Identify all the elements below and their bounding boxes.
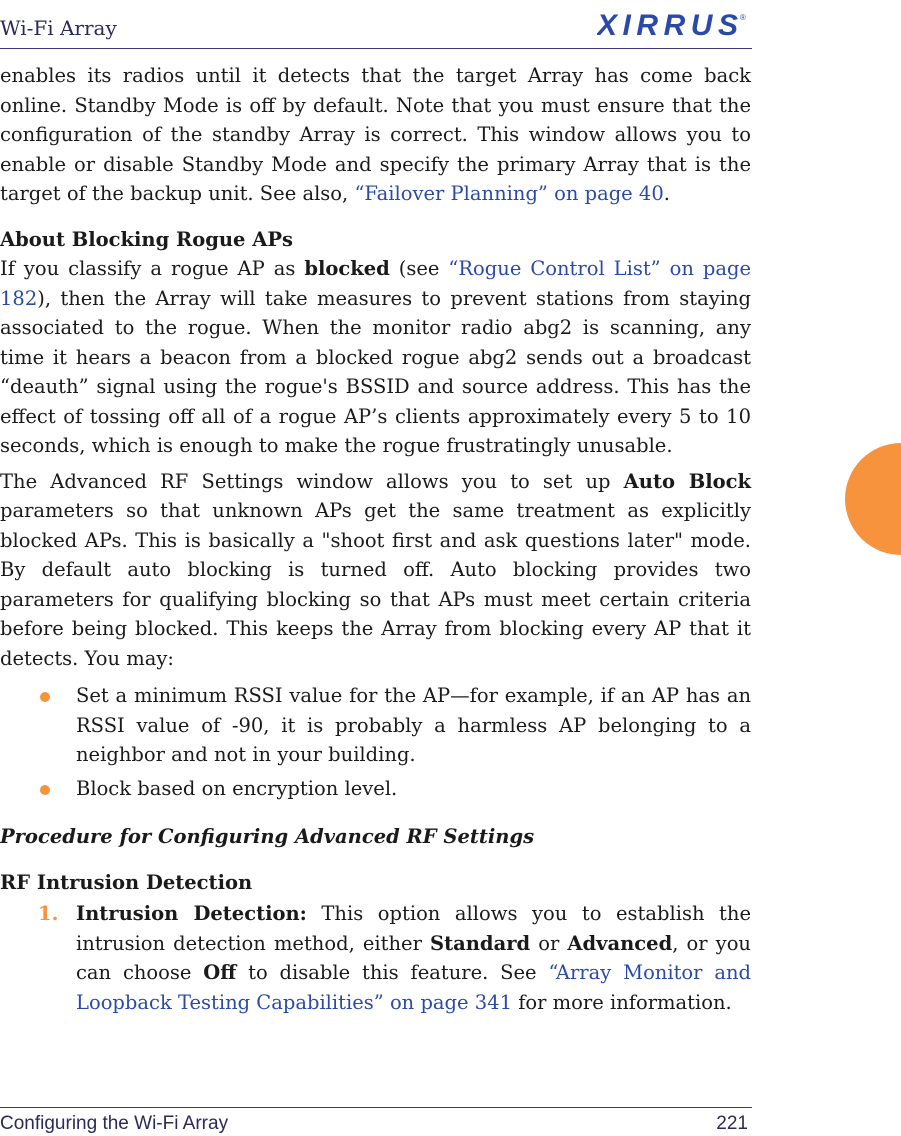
list-item: Set a minimum RSSI value for the AP—for example, if an AP has an RSSI value of -90, it is probably a harmless AP belonging to a neighbor and not in your building. [0, 681, 751, 770]
bullet-icon [40, 692, 50, 702]
intro-paragraph: enables its radios until it detects that the target Array has come back online. Standby Mode is off by default. Note that you must ensure that the configuration of the standby Array is correct. This window allows you to enable or disable Standby Mode and specify the primary Array that is the target of the backup unit. See also, “Failover Planning” on page 40. [0, 64, 751, 205]
footer-divider [0, 1107, 752, 1108]
array-monitor-link[interactable]: “Array Monitor and Loopback Testing Capabilities” on page 341 [76, 961, 752, 1014]
bullet-list [0, 681, 751, 803]
header-title: Wi-Fi Array [0, 16, 117, 40]
logo-text: XIRRUS [597, 10, 739, 40]
header-divider [0, 48, 752, 49]
footer-chapter-title: Configuring the Wi-Fi Array [0, 1113, 229, 1134]
blocking-paragraph-2: The Advanced RF Settings window allows you to set up Auto Block parameters so that unknown APs get the same treatment as explicitly blocked APs. This is basically a "shoot first and ask questions later" mode. By default auto blocking is turned off. Auto blocking provides two parameters for qualifying blocking so that APs must meet certain criteria before being blocked. This keeps the Array from blocking every AP that it detects. You may: [0, 469, 751, 670]
page-content [0, 61, 751, 1017]
svg-text:®: ® [740, 13, 746, 22]
step-number: 1. [38, 902, 59, 925]
section-heading-blocking: About Blocking Rogue APs [0, 227, 294, 251]
list-item: Block based on encryption level. [0, 774, 751, 804]
page-number: 221 [716, 1113, 748, 1134]
procedure-heading: Procedure for Configuring Advanced RF Settings [0, 825, 535, 848]
bullet-icon [40, 785, 50, 795]
rf-intrusion-heading: RF Intrusion Detection [0, 870, 253, 894]
side-tab-marker [845, 443, 901, 555]
xirrus-logo [597, 10, 747, 40]
failover-planning-link[interactable]: “Failover Planning” on page 40 [354, 182, 664, 205]
blocking-paragraph-1: If you classify a rogue AP as blocked (see “Rogue Control List” on page 182), then the Array will take measures to prevent stations from staying associated to the rogue. When the monitor radio abg2 is scanning, any time it hears a beacon from a blocked rogue abg2 sends out a broadcast “deauth” signal using the rogue's BSSID and source address. This has the effect of tossing off all of a rogue AP’s clients approximately every 5 to 10 seconds, which is enough to make the rogue frustratingly unusable. [0, 257, 751, 457]
step-1: 1. Intrusion Detection: This option allows you to establish the intrusion detection method, either Standard or Advanced, or you can choose Off to disable this feature. See “Array Monitor and Loopback Testing Capabilities” on page 341 for more information. [0, 899, 751, 1017]
step-label: Intrusion Detection: [76, 902, 307, 925]
rogue-control-list-link[interactable]: “Rogue Control List” on page 182 [0, 257, 751, 310]
